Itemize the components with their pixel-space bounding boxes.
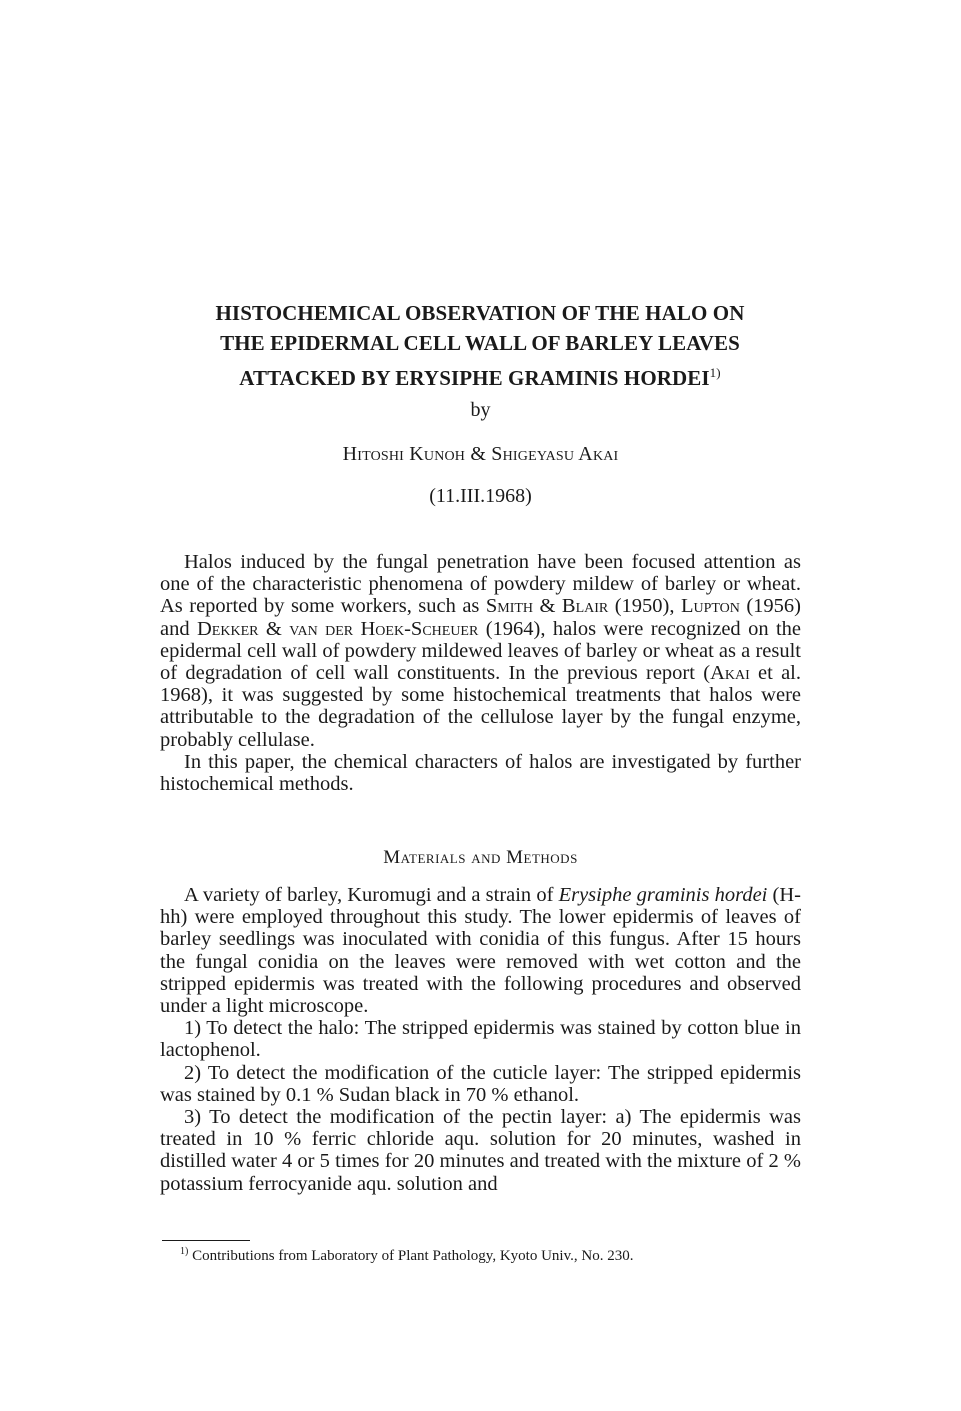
methods-item-1: 1) To detect the halo: The stripped epidermis was stained by cotton blue in lactophenol. <box>160 1017 801 1062</box>
author-citation: Smith <box>485 595 534 618</box>
title-footnote-mark: 1) <box>709 365 721 380</box>
authors: Hitoshi Kunoh & Shigeyasu Akai <box>342 443 619 465</box>
title-line-2: THE EPIDERMAL CELL WALL OF BARLEY LEAVES <box>220 331 740 355</box>
methods-item-2: 2) To detect the modification of the cuticle layer: The stripped epidermis was stained by 0.1 % Sudan black in 70 % ethanol. <box>160 1061 801 1106</box>
author-citation: van der Hoek-Scheuer <box>289 617 479 640</box>
intro-text: et al. 1968), it was suggested by some histochemical treatments that halos were attributable to the degradation of the cellulose layer by the fungal enzyme, probably cellulase. <box>160 662 802 751</box>
author-citation: Blair <box>561 595 609 618</box>
methods-text: A variety of barley, Kuromugi and a strain of <box>184 884 559 906</box>
title-line-3 <box>120 358 840 393</box>
section-heading-materials-methods: Materials and Methods <box>383 847 578 868</box>
byline: by <box>470 399 491 421</box>
intro-text: (1964), halos were recognized on the epidermal cell wall of powdery mildewed leaves of barley or wheat as a result of degradation of cell wall constituents. In the previous report ( <box>160 617 802 685</box>
title-line-3-text: ATTACKED BY ERYSIPHE GRAMINIS HORDEI <box>239 366 710 390</box>
introduction <box>160 551 801 795</box>
methods-section <box>160 884 801 1195</box>
received-date: (11.III.1968) <box>429 485 532 507</box>
paper-title <box>120 298 840 393</box>
footnote-text: Contributions from Laboratory of Plant Pathology, Kyoto Univ., No. 230. <box>188 1248 634 1264</box>
intro-text: & <box>533 595 562 618</box>
title-line-1: HISTOCHEMICAL OBSERVATION OF THE HALO ON <box>215 301 745 325</box>
footnote-mark: 1) <box>180 1246 189 1257</box>
methods-item-3: 3) To detect the modification of the pectin layer: a) The epidermis was treated in 10 % ferric chloride aqu. solution for 20 minutes, washed in distilled water 4 or 5 times for 20 minutes and treated with the mixture of 2 % potassium ferrocyanide aqu. solution and <box>160 1106 801 1195</box>
intro-paragraph-1 <box>160 551 801 751</box>
intro-text: (1956) and <box>160 595 801 640</box>
methods-paragraph-1 <box>160 884 801 1017</box>
methods-text: (H-hh) were employed throughout this study. The lower epidermis of leaves of barley seedlings was inoculated with conidia of this fungus. After 15 hours the fungal conidia on the leaves were removed with wet cotton and the stripped epidermis was treated with the following procedures and observed under a light microscope. <box>160 884 801 1018</box>
author-citation: Dekker <box>197 617 259 640</box>
intro-text: (1950), <box>608 595 681 618</box>
footnote <box>180 1246 633 1265</box>
intro-paragraph-2: In this paper, the chemical characters of halos are investigated by further histochemical methods. <box>160 750 801 796</box>
intro-text: Halos induced by the fungal penetration have been focused attention as one of the characteristic phenomena of powdery mildew of barley or wheat. As reported by some workers, such as <box>160 551 801 618</box>
author-citation: Akai <box>710 662 750 685</box>
author-citation: Lupton <box>680 595 740 618</box>
intro-text: & <box>258 617 290 640</box>
species-name: Erysiphe graminis hordei <box>558 884 768 906</box>
footnote-rule <box>162 1240 250 1241</box>
